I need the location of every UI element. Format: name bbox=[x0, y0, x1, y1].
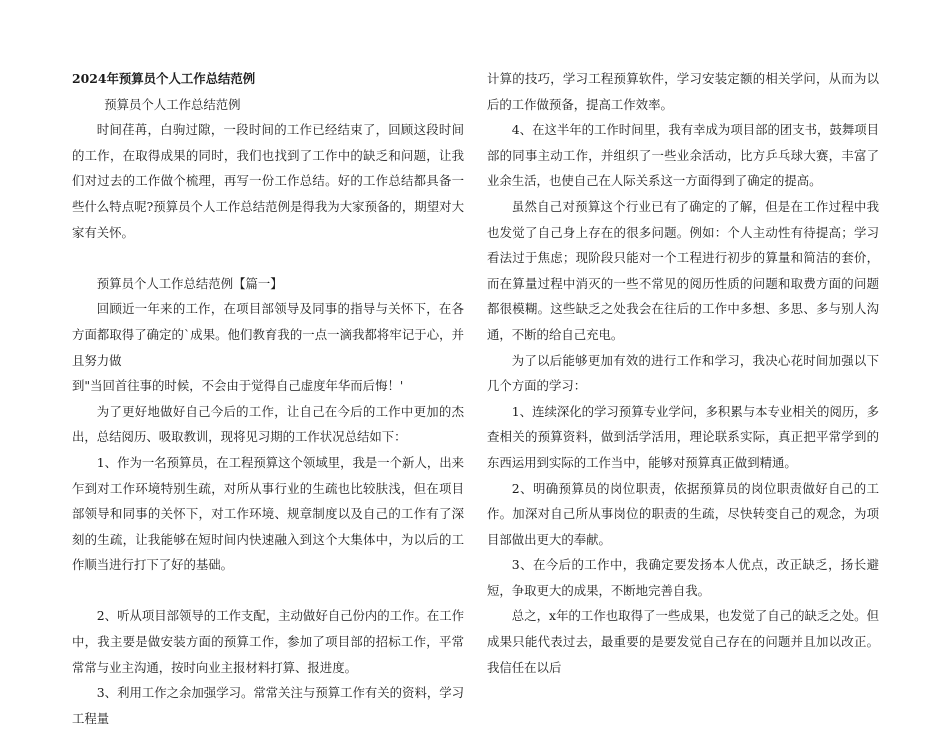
paragraph: 到"当回首往事的时候，不会由于觉得自己虚度年华而后悔！' bbox=[72, 378, 404, 394]
intro-paragraph: 时间荏苒，白驹过隙，一段时间的工作已经结束了，回顾这段时间的工作，在取得成果的同时，我们也找到了工作中的缺乏和问题，让我们对过去的工作做个梳理，再写一份工作总结。好的工作总结都具备一些什么特点呢?预算员个人工作总结范例是得我为大家预备的，期望对大家有关怀。 bbox=[72, 122, 464, 240]
paragraph: 计算的技巧，学习工程预算软件，学习安装定额的相关学问，从而为以后的工作做预备，提高工作效率。 bbox=[487, 71, 879, 112]
spacer bbox=[72, 578, 464, 604]
paragraph: 回顾近一年来的工作，在项目部领导及同事的指导与关怀下，在各方面都取得了确定的`成果。他们教育我的一点一滴我都将牢记于心，并且努力做 bbox=[72, 301, 464, 368]
right-column bbox=[487, 66, 879, 680]
paragraph: 3、利用工作之余加强学习。常常关注与预算工作有关的资料，学习工程量 bbox=[72, 685, 465, 726]
paragraph: 总之，x年的工作也取得了一些成果，也发觉了自己的缺乏之处。但成果只能代表过去，最重要的是要发觉自己存在的问题并且加以改正。我信任在以后 bbox=[487, 608, 879, 675]
paragraph: 为了更好地做好自己今后的工作，让自己在今后的工作中更加的杰出，总结阅历、吸取教训，现将见习期的工作状况总结如下： bbox=[72, 403, 464, 445]
paragraph: 2、明确预算员的岗位职责，依据预算员的岗位职责做好自己的工作。加深对自己所从事岗位的职责的生疏，尽快转变自己的观念，为项目部做出更大的奉献。 bbox=[487, 480, 879, 547]
section-heading: 预算员个人工作总结范例【篇一】 bbox=[96, 275, 283, 291]
paragraph: 3、在今后的工作中，我确定要发扬本人优点，改正缺乏，扬长避短，争取更大的成果，不断地完善自我。 bbox=[487, 557, 879, 598]
document-subtitle: 预算员个人工作总结范例 bbox=[104, 96, 241, 112]
left-column bbox=[72, 66, 464, 731]
paragraph: 为了以后能够更加有效的进行工作和学习，我决心花时间加强以下几个方面的学习： bbox=[487, 352, 879, 394]
paragraph: 1、作为一名预算员，在工程预算这个领域里，我是一个新人，出来乍到对工作环境特别生疏，对所从事行业的生疏也比较肤浅，但在项目部领导和同事的关怀下，对工作环境、规章制度以及自己的工作有了深刻的生疏，让我能够在短时间内快速融入到这个大集体中，为以后的工作顺当进行打下了好的基础。 bbox=[72, 454, 465, 573]
document-title: 2024年预算员个人工作总结范例 bbox=[72, 71, 256, 86]
paragraph: 4、在这半年的工作时间里，我有幸成为项目部的团支书，鼓舞项目部的同事主动工作，并组织了一些业余活动，比方乒乓球大赛，丰富了业余生活，也使自己在人际关系这一方面得到了确定的提高。 bbox=[487, 122, 880, 189]
paragraph: 1、连续深化的学习预算专业学问，多积累与本专业相关的阅历，多查相关的预算资料，做到活学活用，理论联系实际，真正把平常学到的东西运用到实际的工作当中，能够对预算真正做到精通。 bbox=[487, 403, 880, 470]
paragraph: 虽然自己对预算这个行业已有了确定的了解，但是在工作过程中我也发觉了自己身上存在的很多问题。例如：个人主动性有待提高；学习看法过于焦虑；现阶段只能对一个工程进行初步的算量和简洁的套价，而在算量过程中消灭的一些不常见的阅历性质的问题和取费方面的问题都很模糊。这些缺乏之处我会在往后的工作中多想、多思、多与别人沟通，不断的给自己充电。 bbox=[487, 198, 879, 342]
spacer bbox=[72, 245, 464, 271]
paragraph: 2、听从项目部领导的工作支配，主动做好自己份内的工作。在工作中，我主要是做安装方面的预算工作，参加了项目部的招标工作，平常常常与业主沟通，按时向业主报材料打算、报进度。 bbox=[72, 608, 465, 675]
